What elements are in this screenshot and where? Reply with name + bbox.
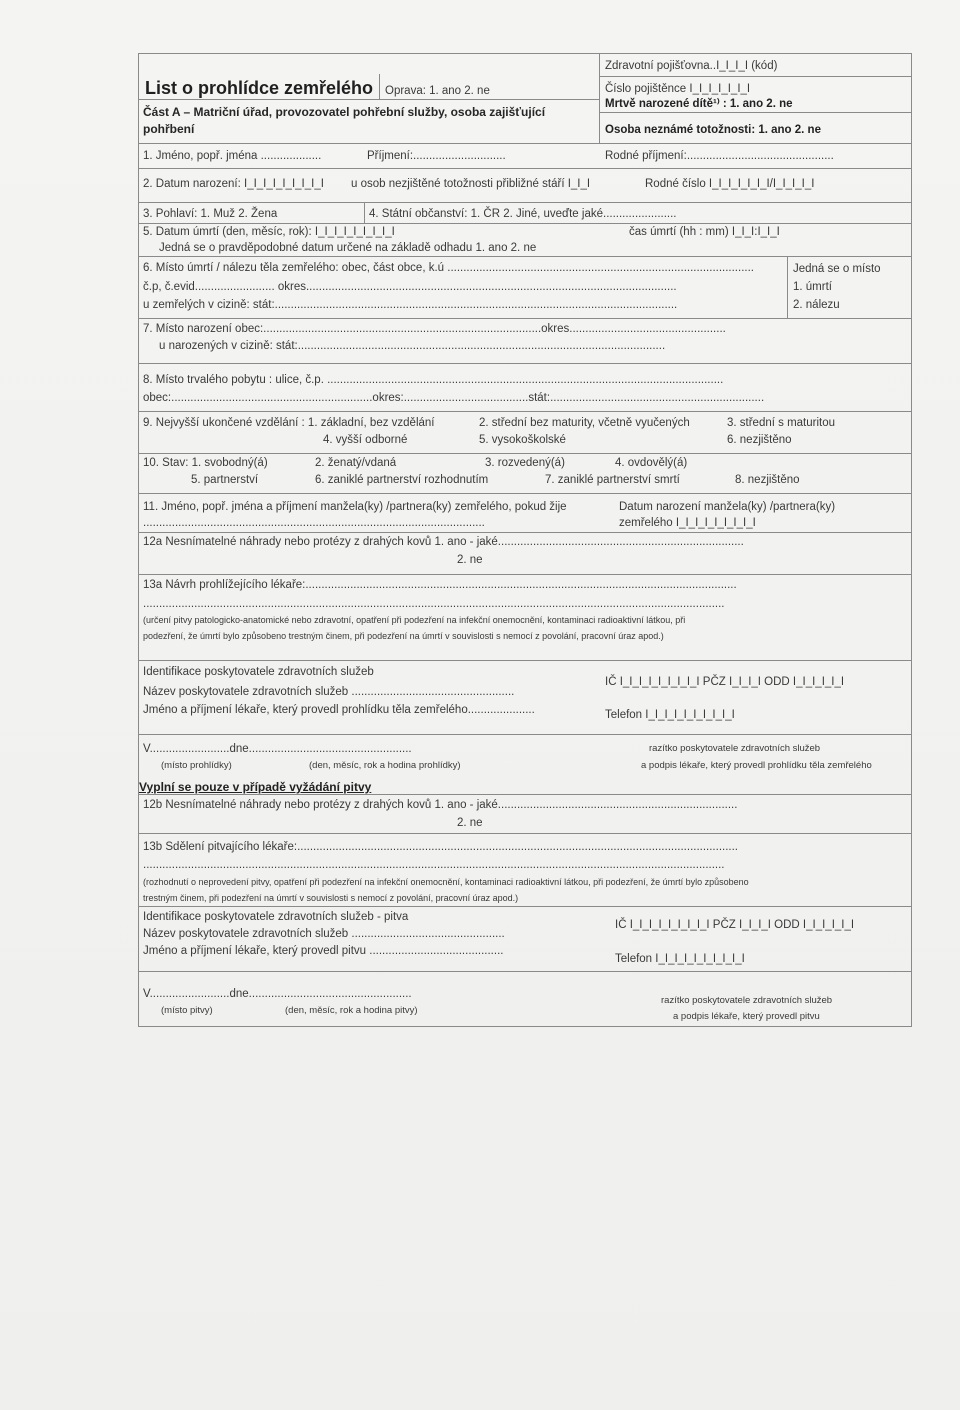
education-basic[interactable]: 9. Nejvyšší ukončené vzdělání : 1. základní, bez vzdělání <box>143 417 435 429</box>
first-name-field[interactable]: 1. Jméno, popř. jména ................... <box>143 150 322 162</box>
stamp-caption-2: a podpis lékaře, který provedl prohlídku těla zemřelého <box>641 760 872 771</box>
autopsy-report-field[interactable]: 13b Sdělení pitvajícího lékaře:.......................................................................................................................................... <box>143 841 738 853</box>
provider-ico-field[interactable]: IČ I_I_I_I_I_I_I_I_I PČZ I_I_I_I ODD I_I_I_I_I_I <box>605 676 845 688</box>
status-partnership-death[interactable]: 7. zaniklé partnerství smrtí <box>545 474 680 486</box>
education-maturita[interactable]: 3. střední s maturitou <box>727 417 836 429</box>
stillborn-field[interactable]: Mrtvě narozené dítě¹⁾ : 1. ano 2. ne <box>605 98 793 110</box>
divider <box>139 143 911 144</box>
divider <box>139 363 911 364</box>
autopsy-phone-field[interactable]: Telefon I_I_I_I_I_I_I_I_I_I <box>615 953 745 965</box>
status-single[interactable]: 10. Stav: 1. svobodný(á) <box>143 457 268 469</box>
autopsy-stamp-caption-1: razítko poskytovatele zdravotních služeb <box>661 995 833 1006</box>
spouse-name-label: 11. Jméno, popř. jména a příjmení manžela(ky) /partnera(ky) zemřelého, pokud žije <box>143 501 567 513</box>
death-place-field[interactable]: 6. Místo úmrtí / nálezu těla zemřelého: obec, část obce, k.ú ................................................................................................ <box>143 262 754 274</box>
estimated-date-field[interactable]: Jedná se o pravděpodobné datum určené na základě odhadu 1. ano 2. ne <box>159 242 537 254</box>
approx-age-field[interactable]: u osob nezjištěné totožnosti přibližné stáří I_I_I <box>351 178 591 190</box>
autopsy-place-date-field[interactable]: V.........................dne................................................... <box>143 988 412 1000</box>
doctor-name-field[interactable]: Jméno a příjmení lékaře, který provedl prohlídku těla zemřelého..................... <box>143 704 535 716</box>
date-caption: (den, měsíc, rok a hodina prohlídky) <box>309 760 461 771</box>
place-date-field[interactable]: V.........................dne................................................... <box>143 743 412 755</box>
status-married[interactable]: 2. ženatý/vdaná <box>315 457 397 469</box>
unknown-identity-field[interactable]: Osoba neznámé totožnosti: 1. ano 2. ne <box>605 124 821 136</box>
autopsy-prosthesis-no[interactable]: 2. ne <box>457 817 483 829</box>
autopsy-stamp-caption-2: a podpis lékaře, který provedl pitvu <box>673 1011 820 1022</box>
divider <box>787 256 788 318</box>
divider <box>599 112 911 113</box>
birth-date-field[interactable]: 2. Datum narození: I_I_I_I_I_I_I_I_I <box>143 178 324 190</box>
autopsy-place-caption: (místo pitvy) <box>161 1005 213 1016</box>
place-type-label: Jedná se o místo <box>793 263 881 275</box>
status-partnership[interactable]: 5. partnerství <box>191 474 259 486</box>
autopsy-provider-id-label: Identifikace poskytovatele zdravotních služeb - pitva <box>143 911 409 923</box>
place-type-death[interactable]: 1. úmrtí <box>793 281 832 293</box>
examiner-proposal-continued[interactable]: ...................................................................................................................................................................................... <box>143 598 725 610</box>
divider <box>139 833 911 834</box>
death-date-field[interactable]: 5. Datum úmrtí (den, měsíc, rok): I_I_I_I_I_I_I_I_I <box>143 226 395 238</box>
divider <box>139 794 911 795</box>
insured-number-field[interactable]: Číslo pojištěnce I_I_I_I_I_I_I <box>605 83 751 95</box>
residence-town-field[interactable]: obec:...............................................................okres:.......................................stát:................................................................... <box>143 392 765 404</box>
spouse-name-field[interactable]: ........................................................................................................... <box>143 517 485 529</box>
autopsy-section-heading: Vyplní se pouze v případě vyžádání pitvy <box>139 780 372 794</box>
examiner-proposal-field[interactable]: 13a Návrh prohlížejícího lékaře:....................................................................................................................................... <box>143 579 737 591</box>
insurance-company-field[interactable]: Zdravotní pojišťovna..I_I_I_I (kód) <box>605 60 778 72</box>
autopsy-note-1: (rozhodnutí o neprovedení pitvy, opatření při podezření na infekční onemocnění, kontaminaci radioaktivní látkou, při podezření, že úmrtí bylo způsobeno <box>143 877 749 887</box>
provider-id-label: Identifikace poskytovatele zdravotních služeb <box>143 666 374 678</box>
autopsy-report-continued[interactable]: ...................................................................................................................................................................................... <box>143 859 725 871</box>
death-time-field[interactable]: čas úmrtí (hh : mm) I_I_I:I_I_I <box>629 226 780 238</box>
part-a-heading-2: pohřbení <box>143 122 195 136</box>
divider <box>139 493 911 494</box>
divider <box>379 74 380 99</box>
citizenship-field[interactable]: 4. Státní občanství: 1. ČR 2. Jiné, uveďte jaké....................... <box>369 208 677 220</box>
divider <box>599 54 600 143</box>
spouse-birthdate-label: Datum narození manžela(ky) /partnera(ky) <box>619 501 836 513</box>
provider-name-field[interactable]: Název poskytovatele zdravotních služeb ................................................... <box>143 686 515 698</box>
status-unknown[interactable]: 8. nezjištěno <box>735 474 800 486</box>
prosthesis-field[interactable]: 12a Nesnímatelné náhrady nebo protézy z drahých kovů 1. ano - jaké............................................................................. <box>143 536 744 548</box>
provider-phone-field[interactable]: Telefon I_I_I_I_I_I_I_I_I_I <box>605 709 735 721</box>
proposal-note-1: (určení pitvy patologicko-anatomické nebo zdravotní, opatření při podezření na infekční onemocnění, kontaminaci radioaktivní látkou, při <box>143 615 686 625</box>
status-divorced[interactable]: 3. rozvedený(á) <box>485 457 565 469</box>
education-higher[interactable]: 4. vyšší odborné <box>323 434 408 446</box>
divider <box>139 99 599 100</box>
divider <box>139 734 911 735</box>
education-university[interactable]: 5. vysokoškolské <box>479 434 566 446</box>
house-number-field[interactable]: č.p, č.evid......................... okres.................................................................................................................... <box>143 281 677 293</box>
divider <box>364 202 365 223</box>
divider <box>139 168 911 169</box>
place-type-finding[interactable]: 2. nálezu <box>793 299 840 311</box>
autopsy-note-2: trestným činem, při podezření na úmrtí v souvislosti s nemocí z povolání, pracovní úraz apod.) <box>143 893 519 903</box>
divider <box>139 256 911 257</box>
divider <box>599 76 911 77</box>
divider <box>139 411 911 412</box>
spouse-birthdate-field[interactable]: zemřelého I_I_I_I_I_I_I_I_I <box>619 517 756 529</box>
divider <box>139 318 911 319</box>
prosthesis-no[interactable]: 2. ne <box>457 554 483 566</box>
autopsy-doctor-name-field[interactable]: Jméno a příjmení lékaře, který provedl pitvu .......................................... <box>143 945 504 957</box>
divider <box>139 223 911 224</box>
autopsy-ico-field[interactable]: IČ I_I_I_I_I_I_I_I_I PČZ I_I_I_I ODD I_I_I_I_I_I <box>615 919 855 931</box>
divider <box>139 906 911 907</box>
autopsy-date-caption: (den, měsíc, rok a hodina pitvy) <box>285 1005 418 1016</box>
education-unknown[interactable]: 6. nezjištěno <box>727 434 792 446</box>
birth-number-field[interactable]: Rodné číslo I_I_I_I_I_I_I/I_I_I_I_I <box>645 178 815 190</box>
divider <box>139 202 911 203</box>
divider <box>139 532 911 533</box>
divider <box>139 660 911 661</box>
residence-street-field[interactable]: 8. Místo trvalého pobytu : ulice, č.p. ............................................................................................................................ <box>143 374 724 386</box>
education-secondary[interactable]: 2. střední bez maturity, včetně vyučených <box>479 417 690 429</box>
surname-field[interactable]: Příjmení:............................. <box>367 150 506 162</box>
place-caption: (místo prohlídky) <box>161 760 232 771</box>
birth-surname-field[interactable]: Rodné příjmení:.............................................. <box>605 150 834 162</box>
proposal-note-2: podezření, že úmrtí bylo způsobeno trestným činem, při podezření na úmrtí v souvislosti s nemocí z povolání, pracovní úraz apod.) <box>143 631 664 641</box>
divider <box>139 453 911 454</box>
divider <box>139 971 911 972</box>
status-widowed[interactable]: 4. ovdovělý(á) <box>615 457 688 469</box>
death-examination-form <box>138 53 912 1027</box>
sex-field[interactable]: 3. Pohlaví: 1. Muž 2. Žena <box>143 208 278 220</box>
status-partnership-dissolved[interactable]: 6. zaniklé partnerství rozhodnutím <box>315 474 489 486</box>
birthplace-abroad-field[interactable]: u narozených v cizině: stát:................................................................................................................... <box>159 340 666 352</box>
autopsy-prosthesis-field[interactable]: 12b Nesnímatelné náhrady nebo protézy z drahých kovů 1. ano - jaké........................................................................... <box>143 799 738 811</box>
divider <box>139 574 911 575</box>
part-a-heading: Část A – Matriční úřad, provozovatel pohřební služby, osoba zajišťující <box>143 105 546 119</box>
correction-field[interactable]: Oprava: 1. ano 2. ne <box>385 85 490 97</box>
death-abroad-field[interactable]: u zemřelých v cizině: stát:.............................................................................................................................. <box>143 299 678 311</box>
autopsy-provider-name-field[interactable]: Název poskytovatele zdravotních služeb ................................................ <box>143 928 505 940</box>
birthplace-field[interactable]: 7. Místo narození obec:.......................................................................................okres................................................. <box>143 323 726 335</box>
form-title: List o prohlídce zemřelého <box>145 78 374 98</box>
stamp-caption-1: razítko poskytovatele zdravotních služeb <box>649 743 821 754</box>
